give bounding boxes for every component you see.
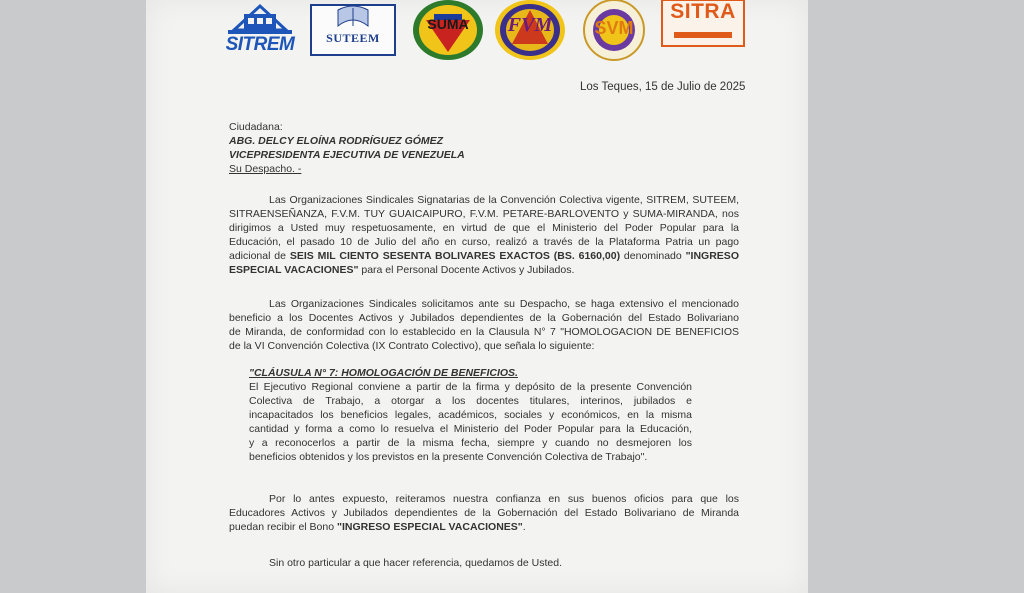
salutation: Ciudadana: [229,121,283,133]
suteem-logo-text: SUTEEM [326,31,380,45]
clause-line: beneficios obtenidos y los previstos en la presente Convención Colectiva de Trabajo". [249,451,648,463]
clause-line: incapacitados los beneficios legales, académicos, sociales y económicos, en la misma [249,409,692,421]
clause-line: Colectiva de Trabajo, a otorgar a los docentes titulares, interinos, jubilados e [249,395,692,407]
suteem-logo [310,4,396,56]
recipient-title: VICEPRESIDENTA EJECUTIVA DE VENEZUELA [229,149,465,161]
paragraph-1-line: adicional de SEIS MIL CIENTO SESENTA BOLIVARES EXACTOS (BS. 6160,00) denominado "INGRESO [229,250,739,262]
recipient-name: ABG. DELCY ELOÍNA RODRÍGUEZ GÓMEZ [229,135,444,147]
clause-title: "CLÁUSULA N° 7: HOMOLOGACIÓN DE BENEFICIOS. [249,367,518,379]
paragraph-3-line: Educadores Activos y Jubilados dependientes de la Gobernación del Estado Bolivariano de Miranda [229,507,739,519]
clause-quote [249,366,692,464]
clause-line: y a reconocerlos a partir de la misma fecha, siempre y cuando no desmejoren los [249,437,692,449]
paragraph-3 [229,492,739,534]
paragraph-2-line: Las Organizaciones Sindicales solicitamos ante su Despacho, se haga extensivo el mencionado [269,298,739,310]
paragraph-1 [229,193,739,277]
paragraph-2-line: de Miranda, de conformidad con lo establecido en la Clausula N° 7 "HOMOLOGACION DE BENEFICIOS [229,326,739,338]
fvm-logo [494,0,566,60]
letter-date: Los Teques, 15 de Julio de 2025 [580,81,746,93]
fvm-logo-text: FVM [507,14,553,36]
office-name: Su Despacho [229,163,293,175]
sitra-logo-text: SITRA [670,0,736,23]
paragraph-1-line: ESPECIAL VACACIONES" para el Personal Docente Activos y Jubilados. [229,264,575,276]
office-suffix: . - [292,163,302,175]
closing-line: Sin otro particular a que hacer referencia, quedamos de Usted. [269,557,563,569]
office-line [229,162,301,176]
letter-page [146,0,808,593]
paragraph-1-line: Educación, el pasado 10 de Julio del año en curso, realizó a través de la Plataforma Patria un pago [229,236,739,248]
suma-logo [412,0,484,60]
sitrem-logo-text: SITREM [225,34,295,55]
suma-logo-text: SUMA [427,16,469,32]
clause-line: El Ejecutivo Regional conviene a partir de la firma y depósito de la presente Convención [249,381,692,393]
paragraph-3-line: puedan recibir el Bono "INGRESO ESPECIAL VACACIONES". [229,521,526,533]
svm-logo-text: SVM [594,18,634,38]
sitra-logo [660,0,746,50]
paragraph-2-line: de la VI Convención Colectiva (IX Contrato Colectivo), que señala lo siguiente: [229,340,595,352]
paragraph-1-line: dirigimos a Usted muy respetuosamente, en virtud de que el Ministerio del Poder Popular para la [229,222,739,234]
paragraph-2 [229,297,739,353]
paragraph-1-line: SITRAENSEÑANZA, F.V.M. TUY GUAICAIPURO, F.V.M. PETARE-BARLOVENTO y SUMA-MIRANDA, nos [229,208,739,220]
sitrem-logo [214,0,306,60]
clause-line: cantidad y forma a como lo resuelva el Ministerio del Poder Popular para la Educación, [249,423,692,435]
paragraph-2-line: beneficio a los Docentes Activos y Jubilados dependientes de la Gobernación del Estado Bolivariano [229,312,739,324]
paragraph-1-line: Las Organizaciones Sindicales Signatarias de la Convención Colectiva vigente, SITREM, SUTEEM, [269,194,739,206]
svm-logo [578,0,650,62]
paragraph-3-line: Por lo antes expuesto, reiteramos nuestra confianza en sus buenos oficios para que los [269,493,739,505]
union-logos-header [212,0,752,64]
